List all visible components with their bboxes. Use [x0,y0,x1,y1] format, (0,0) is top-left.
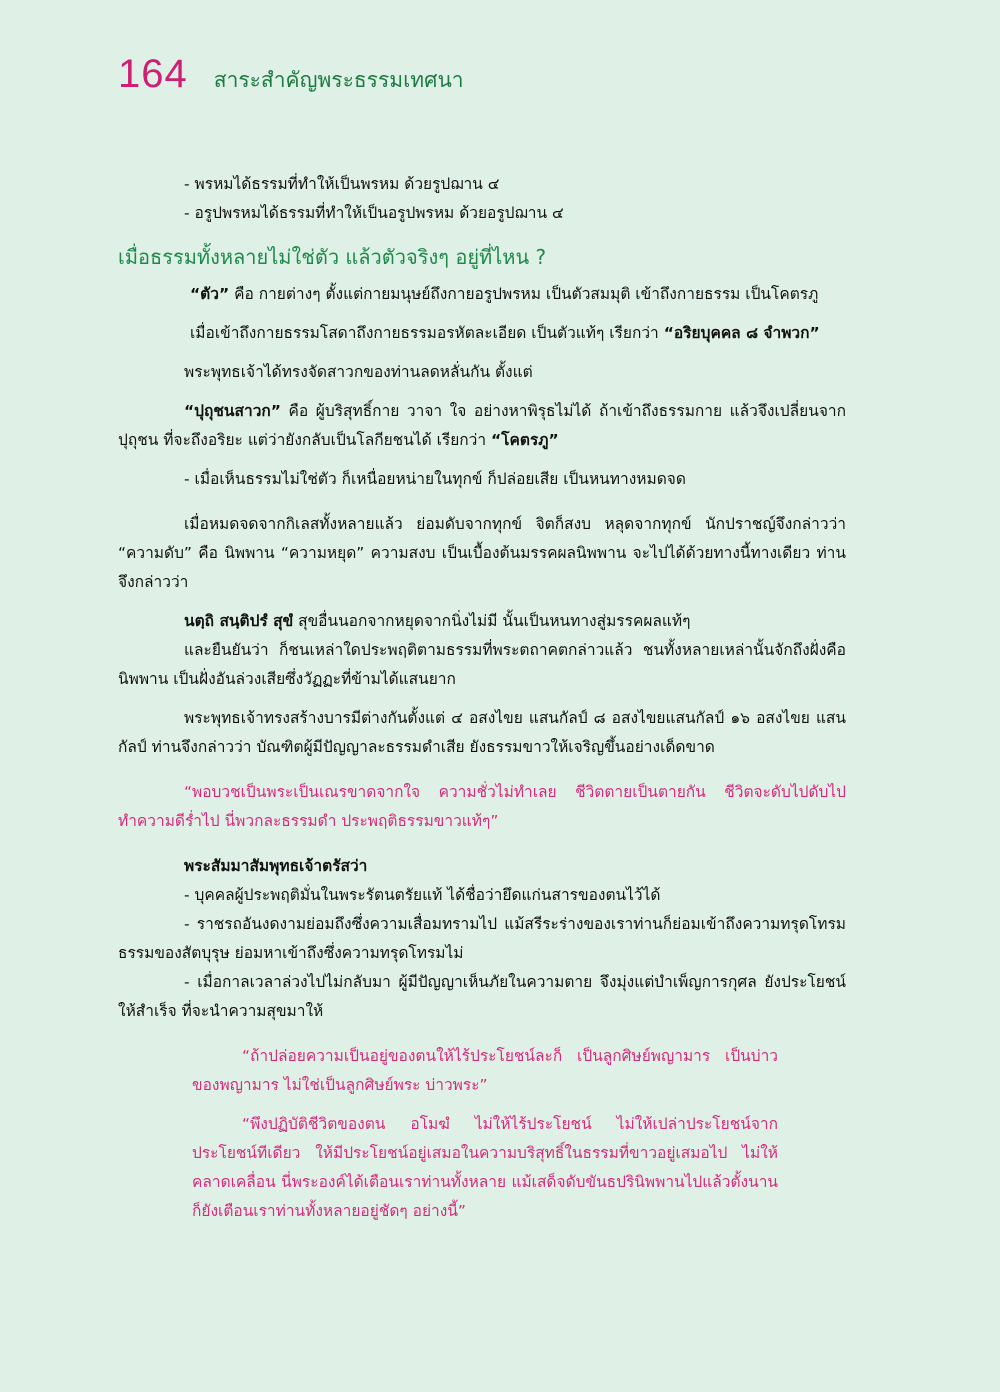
bullet-item: - ราชรถอันงดงามย่อมถึงซึ่งความเสื่อมทรามไป แม้สรีระร่างของเราท่านก็ย่อมเข้าถึงความทรุดโทรม ธรรมของสัตบุรุษ ย่อมหาเข้าถึงซึ่งความทรุดโทรมไม่ [118,915,846,962]
paragraph-text: คือ กายต่างๆ ตั้งแต่กายมนุษย์ถึงกายอรูปพรหม เป็นตัวสมมุติ เข้าถึงกายธรรม เป็นโคตรภู [229,285,819,303]
paragraph [118,319,846,348]
paragraph: และยืนยันว่า ก็ชนเหล่าใดประพฤติตามธรรมที่พระตถาคตกล่าวแล้ว ชนทั้งหลายเหล่านั้นจักถึงฝั่งคือนิพพาน เป็นฝั่งอันล่วงเสียซึ่งวัฏฏะที่ข้ามได้แสนยาก [118,641,846,688]
paragraph: พระพุทธเจ้าได้ทรงจัดสาวกของท่านลดหลั่นกัน ตั้งแต่ [184,363,533,381]
subheading-text: พระสัมมาสัมพุทธเจ้าตรัสว่า [184,857,368,875]
page-body [118,170,846,1226]
pali-phrase: นตฺถิ สนฺติปรํ สุขํ [184,612,294,630]
bullet-item: - เมื่อกาลเวลาล่วงไปไม่กลับมา ผู้มีปัญญาเห็นภัยในความตาย จึงมุ่งแต่บำเพ็ญการกุศล ยังประโยชน์ให้สำเร็จ ที่จะนำความสุขมาให้ [118,973,846,1020]
pink-quote: “ถ้าปล่อยความเป็นอยู่ของตนให้ไร้ประโยชน์ละก็ เป็นลูกศิษย์พญามาร เป็นบ่าวของพญามาร ไม่ใช่เป็นลูกศิษย์พระ บ่าวพระ” [192,1047,778,1094]
bold-term: “โคตรภู” [491,431,559,449]
pink-quote: “พึงปฏิบัติชีวิตของตน อโมฆํ ไม่ให้ไร้ประโยชน์ ไม่ให้เปล่าประโยชน์จากประโยชน์ทีเดียว ให้มีประโยชน์อยู่เสมอในความบริสุทธิ์ในธรรมที่ขาวอยู่เสมอไป ไม่ให้คลาดเคลื่อน นี่พระองค์ได้เตือนเราท่านทั้งหลาย แม้เสด็จดับขันธปรินิพพานไปแล้วตั้งนาน ก็ยังเตือนเราท่านทั้งหลายอยู่ชัดๆ อย่างนี้” [192,1115,778,1220]
running-title: สาระสำคัญพระธรรมเทศนา [213,68,464,92]
pink-quote-block [118,1042,846,1226]
page-number: 164 [118,52,188,96]
paragraph-text: เมื่อเข้าถึงกายธรรมโสดาถึงกายธรรมอรหัตละเอียด เป็นตัวแท้ๆ เรียกว่า [190,324,664,342]
page-header [118,52,464,97]
bold-term: “ตัว” [190,285,230,303]
paragraph-text: สุขอื่นนอกจากหยุดจากนิ่งไม่มี นั้นเป็นหนทางสู่มรรคผลแท้ๆ [293,612,691,630]
bullet-item: - พรหมได้ธรรมที่ทำให้เป็นพรหม ด้วยรูปฌาน ๔ [184,175,500,193]
paragraph [118,397,846,455]
paragraph: พระพุทธเจ้าทรงสร้างบารมีต่างกันตั้งแต่ ๔ อสงไขย แสนกัลป์ ๘ อสงไขยแสนกัลป์ ๑๖ อสงไขย แสนกัลป์ ท่านจึงกล่าวว่า บัณฑิตผู้มีปัญญาละธรรมดำเสีย ยังธรรมขาวให้เจริญขึ้นอย่างเด็ดขาด [118,709,846,756]
bullet-item: - อรูปพรหมได้ธรรมที่ทำให้เป็นอรูปพรหม ด้วยอรูปฌาน ๔ [184,204,564,222]
bold-term: “ปุถุชนสาวก” [184,402,281,420]
paragraph: เมื่อหมดจดจากกิเลสทั้งหลายแล้ว ย่อมดับจากทุกข์ จิตก็สงบ หลุดจากทุกข์ นักปราชญ์จึงกล่าวว่า “ความดับ” คือ นิพพาน “ความหยุด” ความสงบ เป็นเบื้องต้นมรรคผลนิพพาน จะไปได้ด้วยทางนี้ทางเดียว ท่านจึงกล่าวว่า [118,515,846,591]
bold-term: “อริยบุคคล ๘ จำพวก” [663,324,820,342]
paragraph-text: คือ ผู้บริสุทธิ์กาย วาจา ใจ อย่างหาพิรุธไม่ได้ ถ้าเข้าถึงธรรมกาย แล้วจึงเปลี่ยนจากปุถุชน ที่จะถึงอริยะ แต่ว่ายังกลับเป็นโลกียชนได้ เรียกว่า [118,402,846,449]
pink-quote: “พอบวชเป็นพระเป็นเณรขาดจากใจ ความชั่วไม่ทำเลย ชีวิตตายเป็นตายกัน ชีวิตจะดับไปดับไป ทำความดีร่ำไป นี่พวกละธรรมดำ ประพฤติธรรมขาวแท้ๆ” [118,783,846,830]
paragraph: - เมื่อเห็นธรรมไม่ใช่ตัว ก็เหนื่อยหน่ายในทุกข์ ก็ปล่อยเสีย เป็นหนทางหมดจด [184,470,686,488]
paragraph [118,607,846,636]
bullet-item: - บุคคลผู้ประพฤติมั่นในพระรัตนตรัยแท้ ได้ชื่อว่ายึดแก่นสารของตนไว้ได้ [184,886,661,904]
section-heading: เมื่อธรรมทั้งหลายไม่ใช่ตัว แล้วตัวจริงๆ อยู่ที่ไหน ? [118,245,547,269]
subheading [118,852,846,881]
paragraph [118,280,846,309]
